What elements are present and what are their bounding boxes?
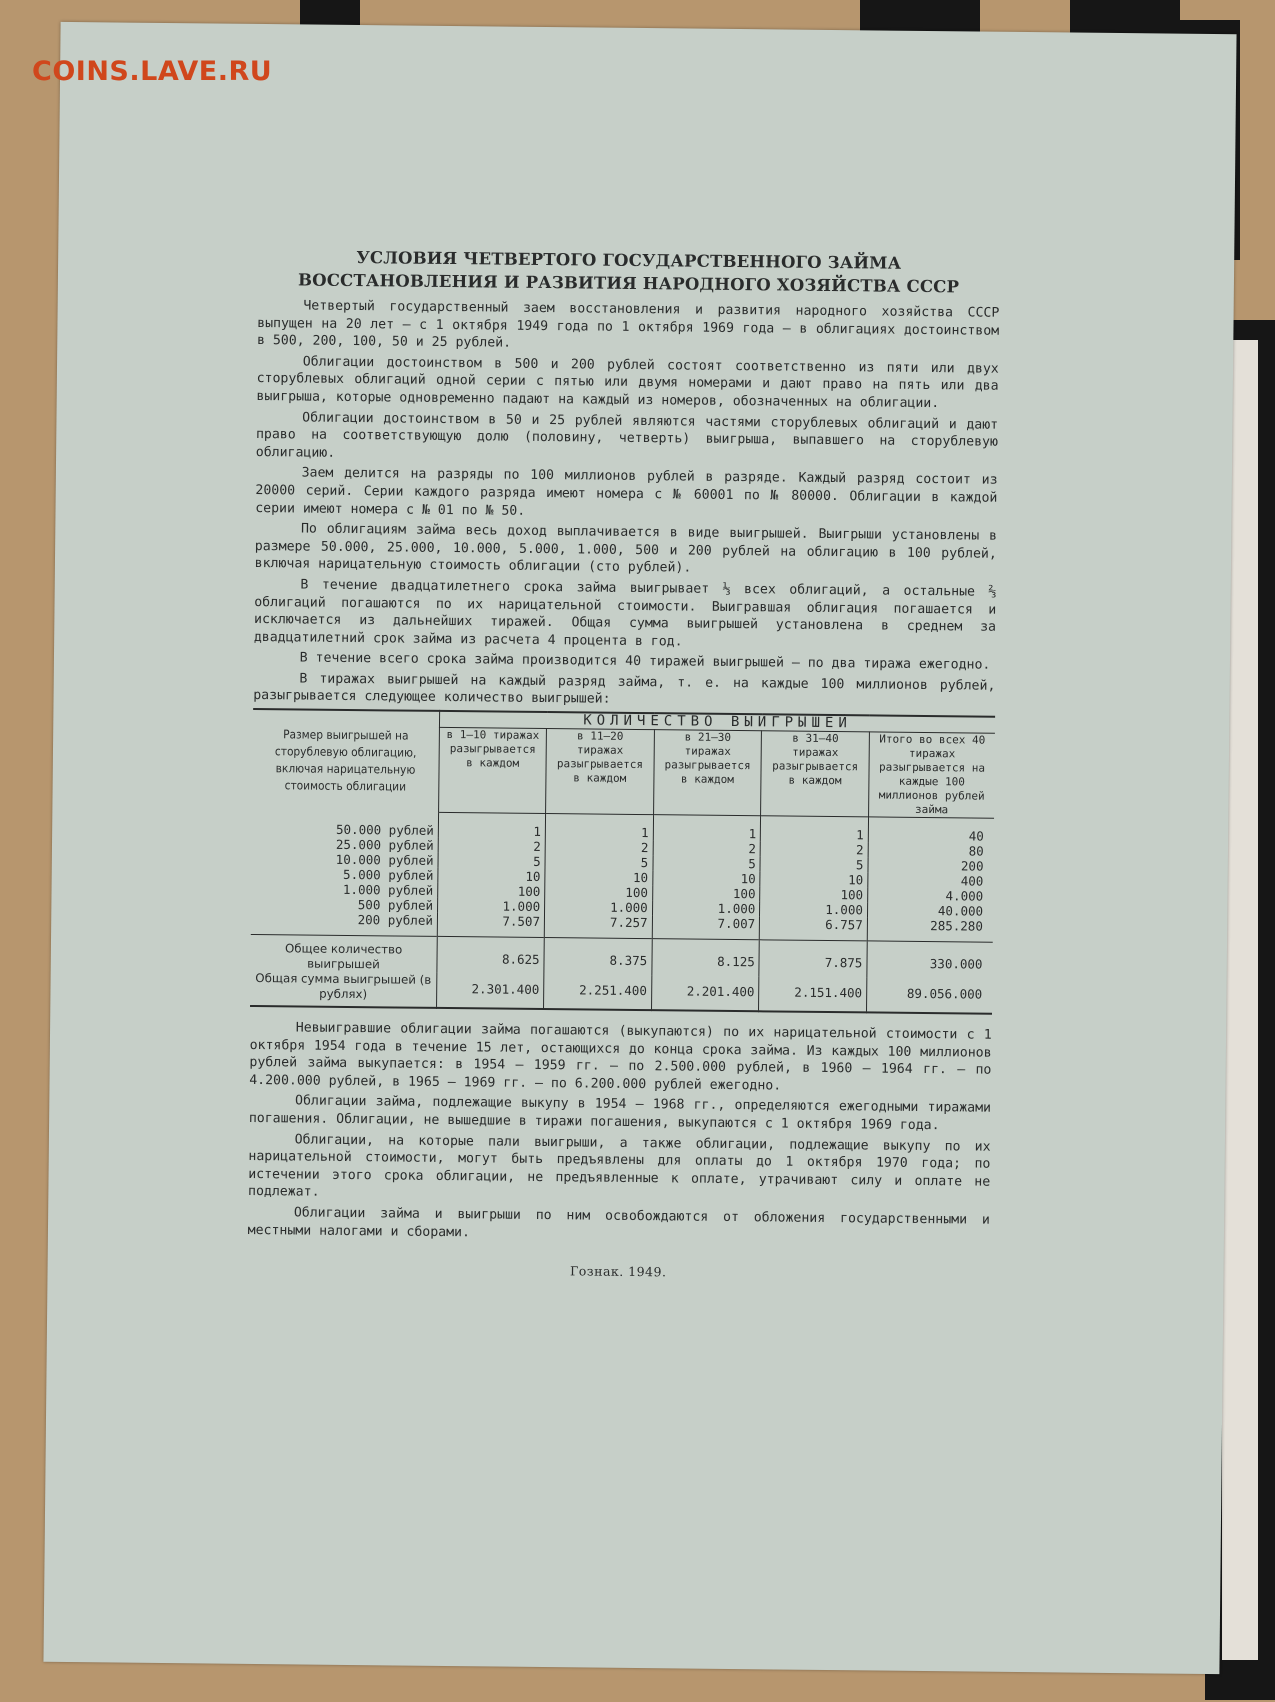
row-label: 500 рублей — [251, 896, 438, 913]
table-cell: 100 — [760, 886, 868, 902]
paragraph: Облигации займа, подлежащие выкупу в 1954 — 1968 гг., определяются ежегодными тиражами погашения. Облигации, не вышедшие в тиражи погашения, выкупаются с 1 октября 1969 года. — [248, 1093, 992, 1134]
paragraph: В течение всего срока займа производится 40 тиражей выигрышей — по два тиража ежегодно. — [299, 650, 991, 673]
table-cell: 2 — [545, 839, 653, 855]
row-label: Общее количество выигрышей — [250, 935, 437, 973]
table-cell: 2.201.400 — [651, 975, 759, 1011]
table-cell: 100 — [545, 884, 653, 900]
table-cell: 6.757 — [760, 916, 868, 941]
row-label: 50.000 рублей — [252, 811, 439, 838]
column-header: в 1—10 тиражах разыгрывается в каждом — [439, 727, 547, 813]
row-label: 200 рублей — [251, 911, 438, 936]
table-cell: 7.875 — [759, 940, 867, 978]
table-cell: 89.056.000 — [906, 985, 983, 1002]
table-cell: 2.151.400 — [759, 976, 867, 1012]
table-cell: 100 — [438, 883, 545, 899]
table-cell: 5 — [438, 853, 545, 869]
table-cell: 400 — [960, 873, 984, 889]
title-line-2: ВОССТАНОВЛЕНИЯ И РАЗВИТИЯ НАРОДНОГО ХОЗЯЙСТВА СССР — [297, 270, 960, 297]
paragraph: Невыигравшие облигации займа погашаются (выкупаются) по их нарицательной стоимости с 1 октября 1954 года в течение 15 лет, остающихся до конца срока займа. Из каждых 100 миллионов рублей займа выкупается: в 1954 — 1959 гг. — по 2.500.000 рублей, в 1960 — 1964 гг. — по 4.200.000 рублей, в 1965 — 1969 гг. — по 6.200.000 рублей ежегодно. — [249, 1020, 992, 1094]
total-sum-row — [250, 971, 992, 1014]
table-cell: 10 — [438, 868, 545, 884]
paragraph: Облигации достоинством в 500 и 200 рублей состоят соответственно из пяти или двух сторублевых облигаций одной серии с пятью или двумя номерами и дают право на пять или два выигрыша, которые одновременно падают на каждый из номеров, обозначенных на облигации. — [256, 354, 999, 412]
table-cell: 1 — [438, 812, 545, 839]
watermark: COINS.LAVE.RU — [32, 56, 273, 87]
table-cell: 2 — [653, 840, 761, 856]
column-header: в 31—40 тиражах разыгрывается в каждом — [761, 731, 869, 817]
table-cell: 1.000 — [652, 900, 760, 916]
table-cell: 10 — [653, 870, 761, 886]
row-label: Общая сумма выигрышей (в рублях) — [250, 971, 437, 1008]
document-title — [258, 245, 1000, 299]
table-cell: 1.000 — [438, 898, 545, 914]
row-label: 10.000 рублей — [251, 851, 438, 868]
table-cell: 7.007 — [652, 915, 760, 940]
table-cell: 8.625 — [437, 936, 544, 974]
table-cell: 100 — [652, 885, 760, 901]
table-cell: 7.507 — [437, 913, 544, 938]
table-cell: 1 — [761, 816, 869, 843]
paragraph: В тиражах выигрышей на каждый разряд займа, т. е. на каждые 100 миллионов рублей, разыгрывается следующее количество выигрышей: — [253, 671, 996, 708]
table-cell: 8.375 — [544, 938, 652, 976]
table-cell: 285.280 — [930, 918, 983, 934]
table-cell: 200 — [960, 858, 984, 874]
column-header: в 21—30 тиражах разыгрывается в каждом — [653, 730, 761, 816]
row-label: 5.000 рублей — [251, 866, 438, 883]
table-cell: 2 — [438, 838, 545, 854]
table-cell: 1 — [653, 815, 761, 842]
size-header: Размер выигрышей на сторублевую облигацию, включая нарицательную стоимость облигации — [252, 709, 440, 812]
row-label: 25.000 рублей — [252, 836, 439, 853]
document-content — [247, 245, 1000, 1284]
table-cell: 330.000 — [867, 941, 993, 979]
row-label: 1.000 рублей — [251, 881, 438, 898]
paragraph: Заем делится на разряды по 100 миллионов рублей в разряде. Каждый разряд состоит из 20000 серий. Серии каждого разряда имеют номера с № 60001 по № 80000. Облигации в каждой серии имеют номера с № 01 по № 50. — [255, 465, 998, 519]
paragraph: По облигациям займа весь доход выплачивается в виде выигрышей. Выигрыши установлены в размере 50.000, 25.000, 10.000, 5.000, 1.000, 500 и 200 рублей на облигацию в 100 рублей, включая нарицательную стоимость облигации (сто рублей). — [254, 521, 998, 576]
title-line-1: УСЛОВИЯ ЧЕТВЕРТОГО ГОСУДАРСТВЕННОГО ЗАЙМА — [356, 248, 902, 273]
paragraph: В течение двадцатилетнего срока займа выигрывает ⅓ всех облигаций, а остальные ⅔ облигаций погашаются по их нарицательной стоимости. Выигравшая облигация погашается и исключается из дальнейших тиражей. Общая сумма выигрышей установлена в среднем за двадцатилетний срок займа из расчета 4 процента в год. — [253, 577, 997, 650]
paragraph: Облигации, на которые пали выигрыши, а также облигации, подлежащие выкупу по их нарицательной стоимости, могут быть предъявлены для оплаты до 1 октября 1970 года; по истечении этого срока облигации, не предъявленные к оплате, утрачивают силу и оплате не подлежат. — [248, 1132, 991, 1201]
table-cell: 40 — [968, 828, 984, 844]
table-cell: 5 — [653, 855, 761, 871]
paragraph: Облигации достоинством в 50 и 25 рублей являются частями сторублевых облигаций и дают право на соответствующую долю (половину, четверть) выигрыша, выпавшего на сторублевую облигацию. — [255, 410, 999, 461]
table-cell: 1.000 — [545, 899, 653, 915]
table-cell: 10 — [545, 869, 653, 885]
table-cell: 80 — [968, 843, 984, 859]
table-cell: 2.301.400 — [437, 973, 544, 1009]
table-cell: 1 — [545, 814, 653, 841]
table-cell: 7.257 — [544, 914, 652, 939]
table-cell: 40.000 — [937, 903, 984, 919]
table-cell: 4.000 — [945, 888, 984, 904]
column-header: Итого во всех 40 тиражах разыгрывается на каждые 100 миллионов рублей займа — [868, 732, 995, 818]
table-cell: 1.000 — [760, 901, 868, 917]
table-cell: 5 — [760, 856, 868, 872]
table-cell: 2.251.400 — [544, 974, 652, 1010]
table-cell: 8.125 — [652, 939, 760, 977]
prizes-table — [250, 708, 995, 1015]
column-header: в 11—20 тиражах разыгрывается в каждом — [546, 729, 654, 815]
printer-imprint: Гознак. 1949. — [569, 1263, 667, 1280]
table-cell: 10 — [760, 871, 868, 887]
paragraph: Четвертый государственный заем восстановления и развития народного хозяйства СССР выпущен на 20 лет — с 1 октября 1949 года по 1 октября 1969 года — в облигациях достоинством в 500, 200, 100, 50 и 25 рублей. — [256, 298, 1000, 351]
table-cell: 5 — [545, 854, 653, 870]
table-cell: 2 — [760, 841, 868, 857]
group-header: КОЛИЧЕСТВО ВЫИГРЫШЕЙ — [439, 711, 995, 733]
paragraph: Облигации займа и выигрыши по ним освобождаются от обложения государственными и местными налогами и сборами. — [247, 1205, 990, 1240]
